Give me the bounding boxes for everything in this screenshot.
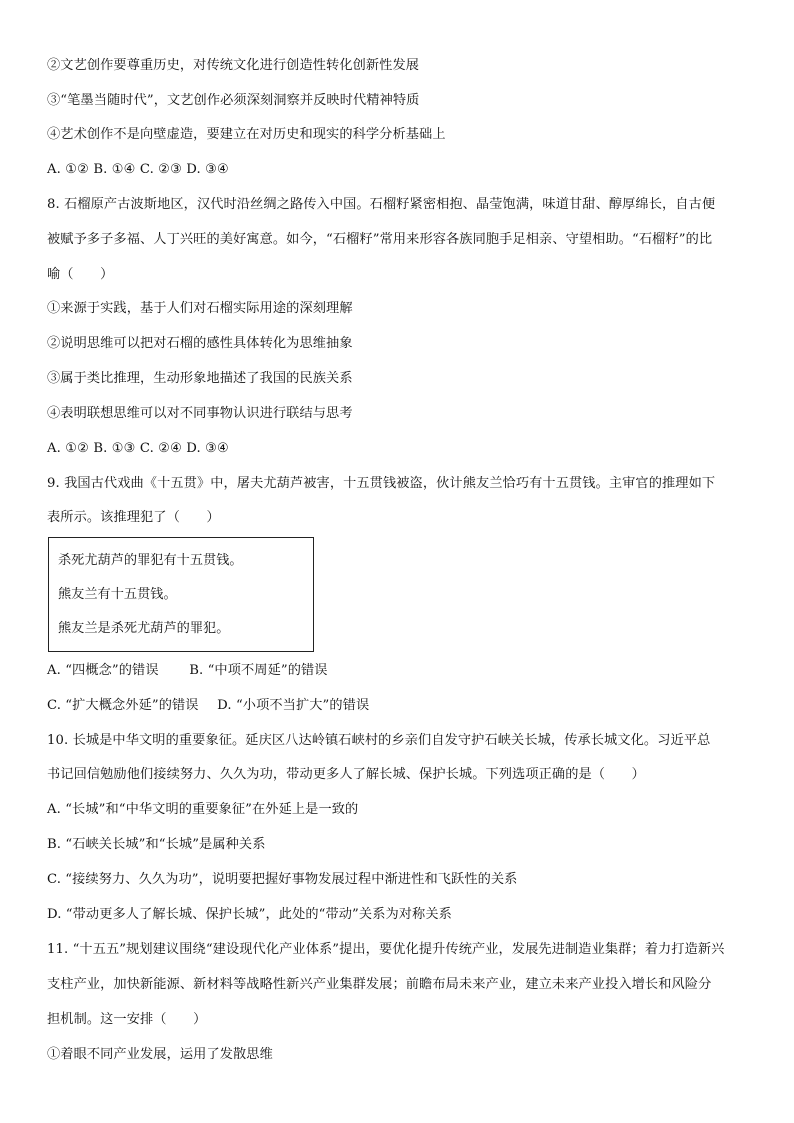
q8-stem-line-2: 被赋予多子多福、人丁兴旺的美好寓意。如今，“石榴籽”常用来形容各族同胞手足相亲、守望相助。“石榴籽”的比 <box>47 232 713 247</box>
q10-option-c: C. “接续努力、久久为功”，说明要把握好事物发展过程中渐进性和飞跃性的关系 <box>47 872 518 887</box>
q7-item-2: ②文艺创作要尊重历史，对传统文化进行创造性转化创新性发展 <box>47 58 420 73</box>
q9-options-row-1 <box>47 661 767 681</box>
q8-item-1: ①来源于实践，基于人们对石榴实际用途的深刻理解 <box>47 301 353 316</box>
q8-item-4: ④表明联想思维可以对不同事物认识进行联结与思考 <box>47 406 353 421</box>
q10-option-a: A. “长城”和“中华文明的重要象征”在外延上是一致的 <box>47 802 359 817</box>
q11-stem-line-2: 支柱产业，加快新能源、新材料等战略性新兴产业集群发展；前瞻布局未来产业，建立未来产业投入增长和风险分 <box>47 977 712 992</box>
q8-stem-line-3: 喻（ ） <box>47 267 114 282</box>
q9-option-b: B. “中项不周延”的错误 <box>189 663 328 678</box>
q9-box-conclusion: 熊友兰是杀死尤葫芦的罪犯。 <box>58 621 230 636</box>
q9-reasoning-box <box>48 537 314 652</box>
q8-item-3: ③属于类比推理，生动形象地描述了我国的民族关系 <box>47 371 353 386</box>
q8-stem-line-1: 8. 石榴原产古波斯地区，汉代时沿丝绸之路传入中国。石榴籽紧密相抱、晶莹饱满，味道甘甜、醇厚绵长，自古便 <box>47 197 716 212</box>
q7-options: A. ①② B. ①④ C. ②③ D. ③④ <box>47 162 229 177</box>
q9-box-minor-premise: 熊友兰有十五贯钱。 <box>58 587 177 602</box>
q9-options-row-2 <box>47 696 767 716</box>
q7-item-3: ③“笔墨当随时代”，文艺创作必须深刻洞察并反映时代精神特质 <box>47 93 420 108</box>
q10-option-d: D. “带动更多人了解长城、保护长城”，此处的“带动”关系为对称关系 <box>47 907 452 922</box>
q10-stem-line-1: 10. 长城是中华文明的重要象征。延庆区八达岭镇石峡村的乡亲们自发守护石峡关长城，传承长城文化。习近平总 <box>47 733 711 748</box>
q7-item-4: ④艺术创作不是向壁虚造，要建立在对历史和现实的科学分析基础上 <box>47 127 446 142</box>
q8-options: A. ①② B. ①③ C. ②④ D. ③④ <box>47 441 229 456</box>
q11-stem-line-3: 担机制。这一安排（ ） <box>47 1012 207 1027</box>
q11-item-1: ①着眼不同产业发展，运用了发散思维 <box>47 1047 273 1062</box>
q9-option-d: D. “小项不当扩大”的错误 <box>217 698 370 713</box>
q11-stem-line-1: 11. “十五五”规划建议围绕“建设现代化产业体系”提出，要优化提升传统产业，发展先进制造业集群；着力打造新兴 <box>47 942 725 957</box>
q10-stem-line-2: 书记回信勉励他们接续努力、久久为功，带动更多人了解长城、保护长城。下列选项正确的是（ ） <box>47 767 645 782</box>
q9-option-a: A. “四概念”的错误 <box>47 663 159 678</box>
q9-option-c: C. “扩大概念外延”的错误 <box>47 698 199 713</box>
q9-stem-line-1: 9. 我国古代戏曲《十五贯》中，屠夫尤葫芦被害，十五贯钱被盗，伙计熊友兰恰巧有十五贯钱。主审官的推理如下 <box>47 476 716 491</box>
q9-box-major-premise: 杀死尤葫芦的罪犯有十五贯钱。 <box>58 553 243 568</box>
q10-option-b: B. “石峡关长城”和“长城”是属种关系 <box>47 837 266 852</box>
q9-stem-line-2: 表所示。该推理犯了（ ） <box>47 510 220 525</box>
q8-item-2: ②说明思维可以把对石榴的感性具体转化为思维抽象 <box>47 336 353 351</box>
